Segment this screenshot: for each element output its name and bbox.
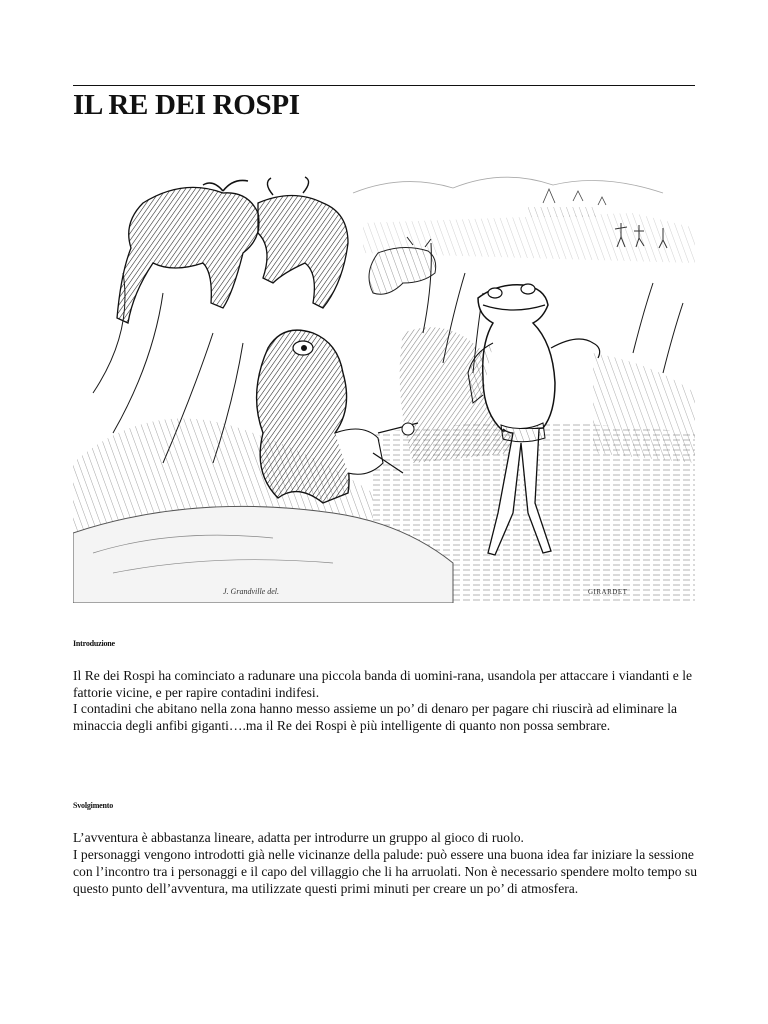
section-label-introduction: Introduzione: [73, 639, 115, 648]
section-label-development: Svolgimento: [73, 801, 114, 810]
development-paragraph-1: L’avventura è abbastanza lineare, adatta per introdurre un gruppo al gioco di ruolo.: [73, 830, 524, 845]
engraving-illustration: [73, 133, 695, 603]
page-title: IL RE DEI ROSPI: [73, 89, 300, 121]
title-rule: [73, 85, 695, 86]
engraver-signature-left: J. Grandville del.: [223, 587, 279, 596]
development-paragraph-2: I personaggi vengono introdotti già nelle vicinanze della palude: può essere una buona idea far iniziare la sessione con l’incontro tra i personaggi e il capo del villaggio che li ha arruolati. Non è necessario spendere molto tempo su questo punto dell’avventura, ma utilizzate questi primi minuti per creare un po’ di atmosfera.: [73, 847, 697, 896]
engraver-signature-right: GIRARDET: [588, 588, 628, 596]
intro-paragraph-2: I contadini che abitano nella zona hanno messo assieme un po’ di denaro per pagare chi riuscirà ad eliminare la minaccia degli anfibi giganti….ma il Re dei Rospi è più intelligente di quanto non possa sembrare.: [73, 701, 678, 733]
intro-paragraph-1: Il Re dei Rospi ha cominciato a radunare una piccola banda di uomini-rana, usandola per attaccare i viandanti e le fattorie vicine, e per rapire contadini indifesi.: [73, 668, 693, 700]
